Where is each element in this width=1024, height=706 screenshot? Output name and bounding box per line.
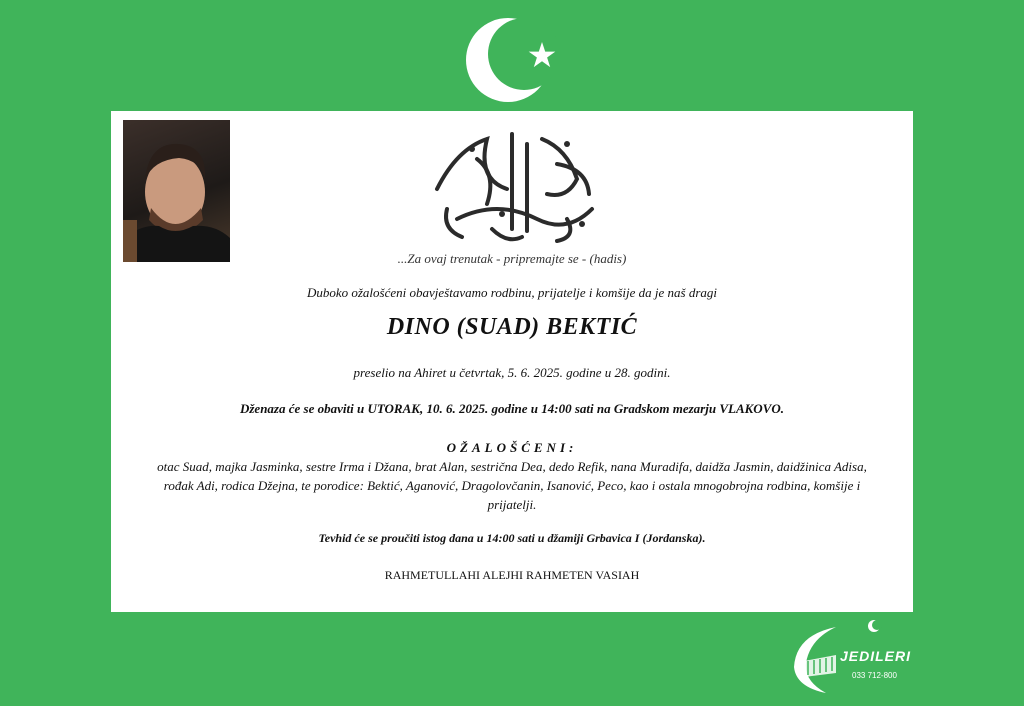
tevhid-info: Tevhid će se proučiti istog dana u 14:00 sati u džamiji Grbavica I (Jordanska).	[318, 531, 706, 545]
arabic-calligraphy	[417, 119, 609, 253]
deceased-name: DINO (SUAD) BEKTIĆ	[386, 314, 638, 340]
logo-name: JEDILERI	[840, 648, 912, 664]
intro-text: Duboko ožalošćeni obavještavamo rodbinu, prijatelje i komšije da je naš dragi	[306, 285, 718, 300]
death-date-text: preselio na Ahiret u četvrtak, 5. 6. 2025. godine u 28. godini.	[353, 365, 671, 380]
hadis-quote: ...Za ovaj trenutak - pripremajte se - (hadis)	[397, 251, 627, 266]
closing-prayer: RAHMETULLAHI ALEJHI RAHMETEN VASIAH	[384, 568, 640, 582]
crescent-star-icon	[464, 12, 560, 108]
logo-phone: 033 712-800	[852, 671, 897, 680]
burial-info: Dženaza će se obaviti u UTORAK, 10. 6. 2025. godine u 14:00 sati na Gradskom mezarju VLAKOVO.	[239, 401, 784, 416]
obituary-card	[111, 111, 913, 612]
mourners-list: otac Suad, majka Jasminka, sestre Irma i Džana, brat Alan, sestrična Dea, dedo Refik, nana Muradifa, daidža Jasmin, daidžinica Adisa, rođak Adi, rodica Džejna, te porodice: Bektić, Aganović, Dragolovčanin, Isanović, Peco, kao i ostala mnogobrojna rodbina, komšije i prijatelji.	[157, 459, 867, 512]
mourners-title: OŽALOŠĆENI:	[446, 440, 578, 455]
portrait-photo	[123, 120, 230, 262]
